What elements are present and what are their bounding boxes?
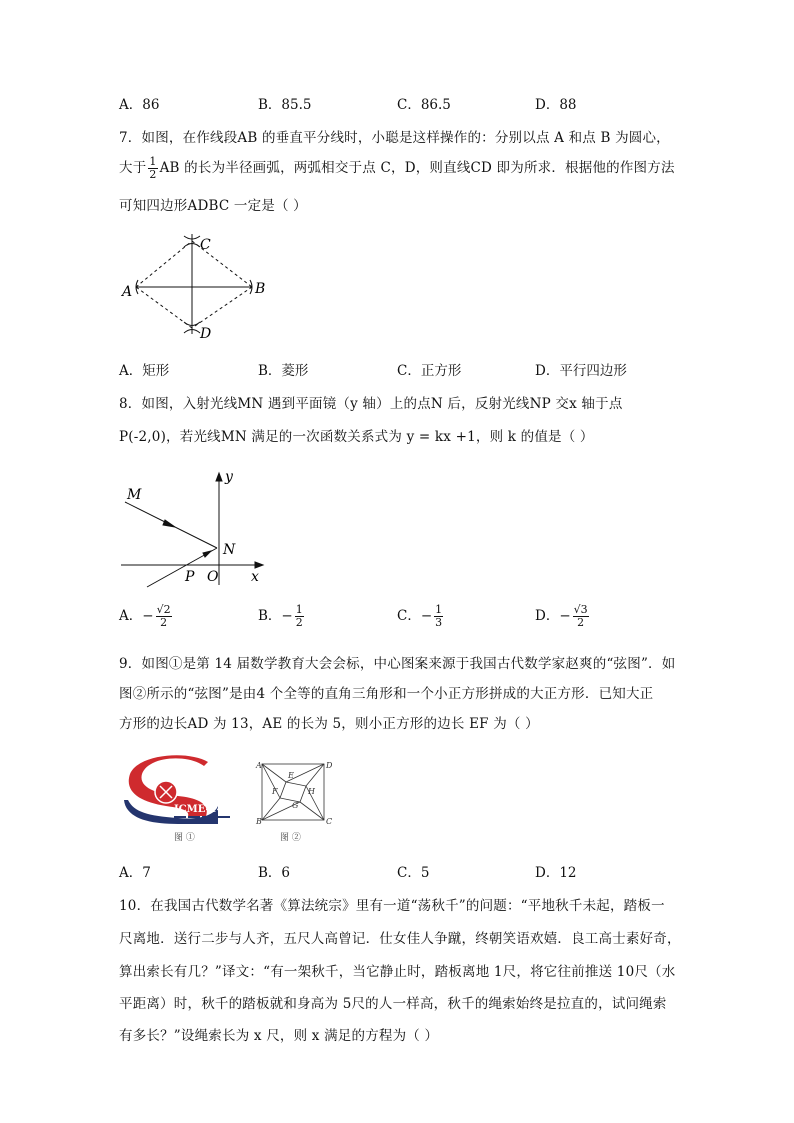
- q7-label-b: B: [255, 281, 266, 297]
- q8-option-d-prefix: D．: [535, 608, 560, 624]
- q6-option-c: C．86.5: [397, 97, 451, 113]
- q8-option-a-sign: −: [142, 608, 154, 624]
- q8-label-n: N: [223, 542, 236, 558]
- q8-option-d-fraction: [573, 604, 589, 629]
- q10-text-line5: 有多长？”设绳索长为 x 尺，则 x 满足的方程为（ ）: [119, 1028, 439, 1044]
- q9-figure2-string-diagram: [250, 756, 340, 848]
- q7-half-fraction: [148, 156, 157, 181]
- q8-option-c: [397, 604, 445, 629]
- q6-option-b: B．85.5: [258, 97, 312, 113]
- q6-option-d: D．88: [535, 97, 577, 113]
- q9-fig2-label-f: F: [272, 787, 278, 796]
- q9-fig2-label-c: C: [326, 817, 333, 826]
- q8-option-b-fraction: [295, 604, 304, 629]
- q10-text-line4: 平距离）时，秋千的踏板就和身高为 5尺的人一样高，秋千的绳索始终是拉直的，试问绳索: [119, 996, 667, 1012]
- q8-option-d-den: 2: [577, 616, 585, 629]
- q8-option-a-prefix: A．: [119, 608, 143, 624]
- q9-option-c: C．5: [397, 865, 430, 881]
- q7-frac-num: 1: [149, 155, 157, 168]
- q8-text-line1: 8．如图，入射光线MN 遇到平面镜（y 轴）上的点N 后，反射光线NP 交x 轴于点: [119, 396, 623, 412]
- q8-option-b: [258, 604, 306, 629]
- q9-fig2-label-d: D: [326, 761, 333, 770]
- q9-fig2-label-h: H: [308, 787, 315, 796]
- q8-text-line2: P(-2,0)，若光线MN 满足的一次函数关系式为 y = kx +1，则 k 的值是（ ）: [119, 429, 594, 445]
- q8-option-d: [535, 604, 591, 629]
- q9-text-line1: 9．如图①是第 14 届数学教育大会会标，中心图案来源于我国古代数学家赵爽的“弦图”．如: [119, 656, 676, 672]
- q8-label-p: P: [185, 569, 195, 585]
- q8-option-c-sign: −: [420, 608, 433, 624]
- q8-label-o: O: [207, 569, 219, 585]
- q8-option-c-den: 3: [435, 616, 443, 629]
- q9-fig2-label-g: G: [292, 801, 299, 810]
- q8-option-c-num: 1: [435, 603, 443, 616]
- q8-label-y: y: [225, 469, 233, 485]
- q7-option-a: A．矩形: [119, 363, 170, 379]
- q7-frac-den: 2: [149, 168, 157, 181]
- q7-text-line1: 7．如图，在作线段AB 的垂直平分线时，小聪是这样操作的：分别以点 A 和点 B 为圆心，: [119, 130, 670, 146]
- q7-label-d: D: [200, 326, 212, 342]
- q9-text-line3: 方形的边长AD 为 13，AE 的长为 5，则小正方形的边长 EF 为（ ）: [119, 716, 539, 732]
- q8-option-c-fraction: [434, 604, 443, 629]
- q8-option-a-den: 2: [160, 616, 168, 629]
- q8-option-c-prefix: C．: [397, 608, 421, 624]
- q9-figure1-caption: 图 ①: [174, 833, 195, 843]
- q9-figure2-caption: 图 ②: [280, 833, 301, 843]
- q8-option-b-den: 2: [295, 616, 303, 629]
- q8-option-b-num: 1: [295, 603, 303, 616]
- q8-option-b-prefix: B．: [258, 608, 282, 624]
- q7-figure-rhombus: [110, 228, 280, 344]
- q8-label-m: M: [127, 487, 142, 503]
- q9-fig2-label-e: E: [288, 771, 294, 780]
- q9-fig2-label-a: A: [256, 761, 262, 770]
- q8-option-a: [119, 604, 174, 629]
- q7-option-b: B．菱形: [258, 363, 309, 379]
- q9-option-a: A．7: [119, 865, 151, 881]
- q7-option-c: C．正方形: [397, 363, 462, 379]
- q7-line2-post: AB 的长为半径画弧，两弧相交于点 C，D，则直线CD 即为所求．根据他的作图方法: [159, 160, 675, 176]
- q6-option-a: A．86: [119, 97, 160, 113]
- q10-text-line1: 10．在我国古代数学名著《算法统宗》里有一道“荡秋千”的问题：“平地秋千未起，踏板一: [119, 898, 665, 914]
- q8-option-b-sign: −: [281, 608, 293, 624]
- q9-text-line2: 图②所示的“弦图”是由4 个全等的直角三角形和一个小正方形拼成的大正方形．已知大正: [119, 686, 654, 702]
- q7-option-d: D．平行四边形: [535, 363, 627, 379]
- q10-text-line3: 算出索长有几？”译文：“有一架秋千，当它静止时，踏板离地 1尺，将它往前推送 10尺（水: [119, 964, 676, 980]
- q9-option-d: D．12: [535, 865, 577, 881]
- q7-line2-pre: 大于: [119, 160, 147, 176]
- q9-option-b: B．6: [258, 865, 291, 881]
- q8-label-x: x: [251, 569, 259, 585]
- q7-label-a: A: [122, 284, 133, 300]
- q9-figure1-icme-logo: [118, 754, 240, 846]
- q10-text-line2: 尺离地．送行二步与人齐，五尺人高曾记．仕女佳人争蹴，终朝笑语欢嬉．良工高士素好奇，: [119, 931, 681, 947]
- q8-option-d-num: √3: [573, 603, 588, 616]
- q9-fig2-label-b: B: [256, 817, 262, 826]
- q9-logo-stripes: [174, 816, 230, 818]
- q8-option-a-num: √2: [156, 603, 171, 616]
- q7-label-c: C: [200, 237, 211, 253]
- q9-logo-text: ICME-14: [174, 804, 224, 815]
- q8-figure-reflection: [115, 465, 275, 590]
- q7-text-line3: 可知四边形ADBC 一定是（ ）: [119, 198, 307, 214]
- q7-text-line2: [119, 156, 675, 181]
- q8-option-a-fraction: [156, 604, 172, 629]
- q8-option-d-sign: −: [559, 608, 571, 624]
